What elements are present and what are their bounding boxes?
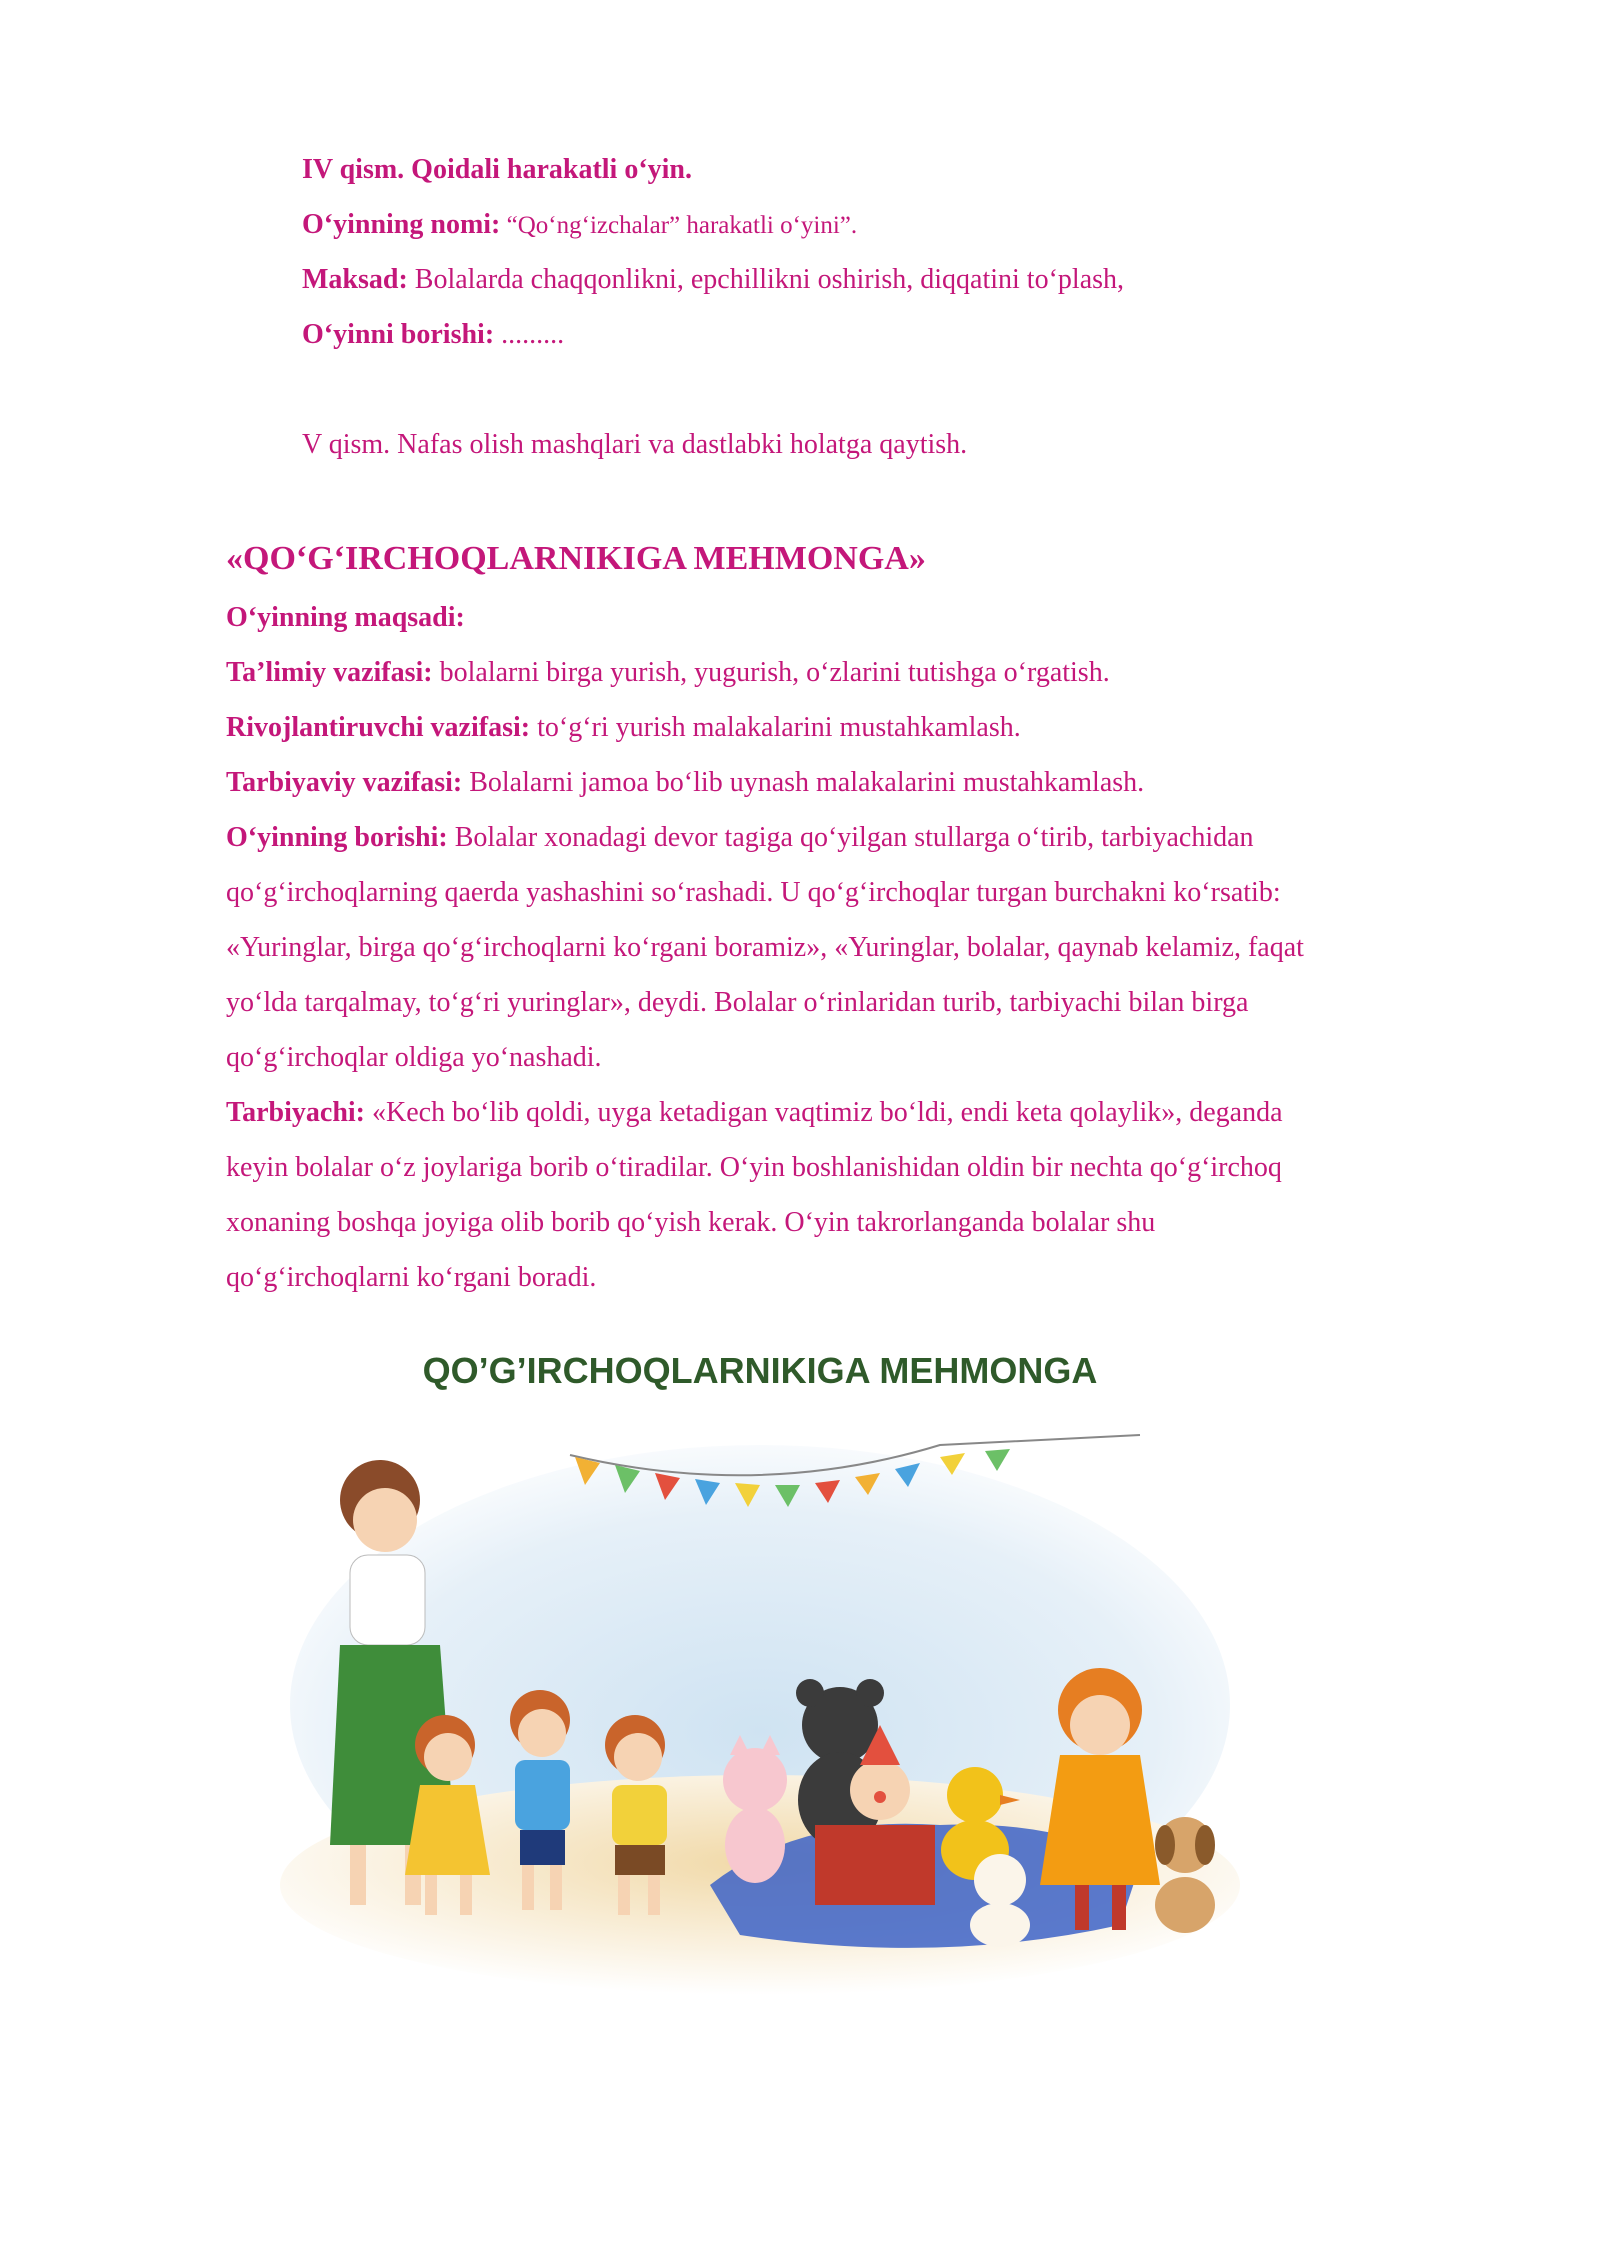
game-name-line [302, 207, 857, 244]
dev-task-label: Rivojlantiruvchi vazifasi: [226, 712, 531, 743]
teacher-text: xonaning boshqa joyiga olib borib qo‘yish kerak. O‘yin takrorlanganda bolalar shu [226, 1207, 1156, 1238]
illustration-caption: QO’G’IRCHOQLARNIKIGA MEHMONGA [422, 1350, 1098, 1391]
upb-task-value: Bolalarni jamoa bo‘lib uynash malakalarini mustahkamlash. [462, 767, 1145, 798]
process-paragraph-text: qo‘g‘irchoqlar oldiga yo‘nashadi. [226, 1042, 602, 1073]
edu-task-label: Ta’limiy vazifasi: [226, 657, 433, 688]
process-paragraph-text: Bolalar xonadagi devor tagiga qo‘yilgan stullarga o‘tirib, tarbiyachidan [447, 822, 1254, 853]
teacher-text: keyin bolalar o‘z joylariga borib o‘tiradilar. O‘yin boshlanishidan oldin bir nechta qo‘g‘irchoq [226, 1152, 1282, 1183]
illustration-image [240, 1325, 1280, 2005]
edu-task-line [226, 655, 1110, 691]
game-name-value: “Qo‘ng‘izchalar” harakatli o‘yini”. [500, 212, 858, 239]
dev-task-line [226, 710, 1021, 746]
process-label: O‘yinni borishi: [302, 319, 495, 350]
process-paragraph-label: O‘yinning borishi: [226, 822, 448, 853]
process-line [302, 317, 564, 353]
teacher-text: «Kech bo‘lib qoldi, uyga ketadigan vaqtimiz bo‘ldi, endi keta qolaylik», deganda [365, 1097, 1283, 1128]
upb-task-line [226, 765, 1144, 801]
aims-label: O‘yinning maqsadi: [226, 602, 465, 633]
process-value: ......... [494, 319, 565, 350]
goal-value: Bolalarda chaqqonlikni, epchillikni oshirish, diqqatini to‘plash, [407, 264, 1125, 295]
dev-task-value: to‘g‘ri yurish malakalarini mustahkamlash. [530, 712, 1021, 743]
teacher-label: Tarbiyachi: [226, 1097, 365, 1128]
process-paragraph-text: «Yuringlar, birga qo‘g‘irchoqlarni ko‘rgani boramiz», «Yuringlar, bolalar, qaynab kelamiz, faqat [226, 932, 1304, 963]
goal-line [302, 262, 1124, 298]
section5-heading: V qism. Nafas olish mashqlari va dastlabki holatga qaytish. [302, 429, 968, 460]
process-paragraph-text: qo‘g‘irchoqlarning qaerda yashashini so‘rashadi. U qo‘g‘irchoqlar turgan burchakni ko‘rsatib: [226, 877, 1281, 908]
edu-task-value: bolalarni birga yurish, yugurish, o‘zlarini tutishga o‘rgatish. [432, 657, 1110, 688]
teacher-text: qo‘g‘irchoqlarni ko‘rgani boradi. [226, 1262, 597, 1293]
game-title: «QO‘G‘IRCHOQLARNIKIGA MEHMONGA» [226, 540, 926, 577]
upb-task-label: Tarbiyaviy vazifasi: [226, 767, 463, 798]
game-name-label: O‘yinning nomi: [302, 209, 501, 240]
section4-heading: IV qism. Qoidali harakatli o‘yin. [302, 154, 693, 185]
process-paragraph-line [226, 820, 1254, 856]
teacher-paragraph-line [226, 1095, 1283, 1131]
goal-label: Maksad: [302, 264, 408, 295]
process-paragraph-text: yo‘lda tarqalmay, to‘g‘ri yuringlar», deydi. Bolalar o‘rinlaridan turib, tarbiyachi bilan birga [226, 987, 1249, 1018]
